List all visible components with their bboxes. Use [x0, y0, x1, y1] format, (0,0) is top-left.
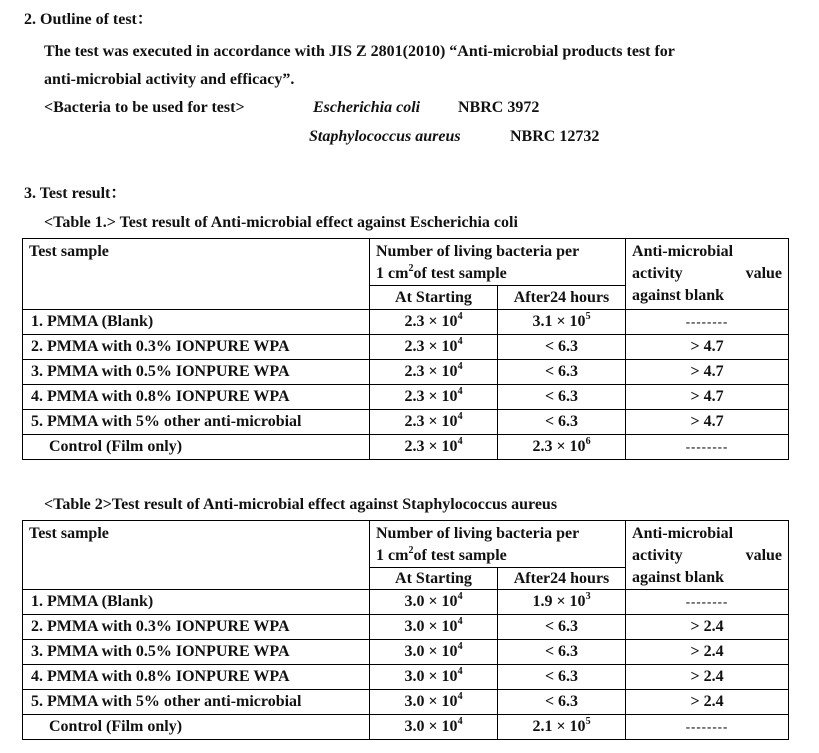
table-row [23, 690, 789, 715]
outline-text-line1: The test was executed in accordance with JIS Z 2801(2010) “Anti-microbial products test for [44, 43, 675, 60]
cell-sample: 5. PMMA with 5% other anti-microbial [23, 410, 370, 435]
header-living-bacteria: Number of living bacteria per 1 $cm^2of$ test sample [370, 521, 626, 568]
cell-activity-value: > 4.7 [626, 360, 789, 385]
cell-after-24-hours: < 6.3 [498, 665, 626, 690]
table2 [22, 520, 789, 740]
cell-after-24-hours: < 6.3 [498, 640, 626, 665]
cell-after-24-hours: < 6.3 [498, 360, 626, 385]
table-row [23, 590, 789, 615]
cell-activity-value: -------- [626, 435, 789, 460]
cell-at-starting: $3.0 \times 10^4$ [370, 715, 498, 740]
header-activity-value: Anti-microbial activity value against blank [626, 521, 789, 590]
cell-activity-value: > 2.4 [626, 640, 789, 665]
table2-caption: <Table 2>Test result of Anti-microbial effect against Staphylococcus aureus [44, 496, 558, 513]
bacteria-label: <Bacteria to be used for test> [44, 99, 245, 116]
cell-at-starting: $2.3 \times 10^4$ [370, 310, 498, 335]
cell-activity-value: > 2.4 [626, 665, 789, 690]
cell-at-starting: $3.0 \times 10^4$ [370, 615, 498, 640]
cell-activity-value: > 4.7 [626, 410, 789, 435]
header-after-24-hours: After24 hours [498, 568, 626, 590]
table1 [22, 238, 789, 460]
cell-activity-value: > 4.7 [626, 385, 789, 410]
outline-heading: 2. Outline of test： [24, 11, 153, 28]
table-row [23, 715, 789, 740]
cell-after-24-hours: < 6.3 [498, 410, 626, 435]
header-living-bacteria: Number of living bacteria per 1 $cm^2of$ test sample [370, 239, 626, 286]
cell-sample: 1. PMMA (Blank) [23, 590, 370, 615]
cell-sample: 5. PMMA with 5% other anti-microbial [23, 690, 370, 715]
cell-sample: 4. PMMA with 0.8% IONPURE WPA [23, 665, 370, 690]
cell-at-starting: $2.3 \times 10^4$ [370, 360, 498, 385]
table1-caption: <Table 1.> Test result of Anti-microbial effect against Escherichia coli [44, 214, 518, 231]
table-row [23, 335, 789, 360]
cell-at-starting: $3.0 \times 10^4$ [370, 590, 498, 615]
cell-at-starting: $2.3 \times 10^4$ [370, 385, 498, 410]
cell-at-starting: $3.0 \times 10^4$ [370, 690, 498, 715]
bacteria-name-1: Escherichia coli [313, 99, 421, 116]
header-at-starting: At Starting [370, 286, 498, 310]
cell-activity-value: > 2.4 [626, 615, 789, 640]
bacteria-name-2: Staphylococcus aureus [309, 128, 461, 145]
header-test-sample: Test sample [23, 239, 370, 310]
table-row [23, 410, 789, 435]
cell-activity-value: > 4.7 [626, 335, 789, 360]
cell-sample: 3. PMMA with 0.5% IONPURE WPA [23, 360, 370, 385]
outline-text-line2: anti-microbial activity and efficacy”. [44, 71, 295, 88]
cell-sample: Control (Film only) [23, 715, 370, 740]
header-activity-value: Anti-microbial activity value against blank [626, 239, 789, 310]
cell-at-starting: $2.3 \times 10^4$ [370, 335, 498, 360]
cell-sample: Control (Film only) [23, 435, 370, 460]
table-row [23, 385, 789, 410]
cell-after-24-hours: $2.3 \times 10^6$ [498, 435, 626, 460]
cell-activity-value: > 2.4 [626, 690, 789, 715]
table-row [23, 640, 789, 665]
table-row [23, 615, 789, 640]
bacteria-strain-2: NBRC 12732 [510, 128, 600, 145]
cell-after-24-hours: $3.1 \times 10^5$ [498, 310, 626, 335]
table-row [23, 310, 789, 335]
cell-sample: 2. PMMA with 0.3% IONPURE WPA [23, 615, 370, 640]
cell-after-24-hours: < 6.3 [498, 335, 626, 360]
cell-after-24-hours: < 6.3 [498, 615, 626, 640]
table-row [23, 360, 789, 385]
header-test-sample: Test sample [23, 521, 370, 590]
header-after-24-hours: After24 hours [498, 286, 626, 310]
table-row [23, 435, 789, 460]
cell-after-24-hours: < 6.3 [498, 690, 626, 715]
cell-at-starting: $2.3 \times 10^4$ [370, 435, 498, 460]
cell-sample: 2. PMMA with 0.3% IONPURE WPA [23, 335, 370, 360]
cell-after-24-hours: $1.9 \times 10^3$ [498, 590, 626, 615]
cell-at-starting: $2.3 \times 10^4$ [370, 410, 498, 435]
cell-activity-value: -------- [626, 310, 789, 335]
result-heading: 3. Test result： [24, 185, 127, 202]
cell-activity-value: -------- [626, 590, 789, 615]
cell-at-starting: $3.0 \times 10^4$ [370, 665, 498, 690]
cell-activity-value: -------- [626, 715, 789, 740]
cell-at-starting: $3.0 \times 10^4$ [370, 640, 498, 665]
cell-sample: 1. PMMA (Blank) [23, 310, 370, 335]
cell-sample: 4. PMMA with 0.8% IONPURE WPA [23, 385, 370, 410]
header-at-starting: At Starting [370, 568, 498, 590]
cell-after-24-hours: < 6.3 [498, 385, 626, 410]
bacteria-strain-1: NBRC 3972 [458, 99, 540, 116]
cell-sample: 3. PMMA with 0.5% IONPURE WPA [23, 640, 370, 665]
table-row [23, 665, 789, 690]
cell-after-24-hours: $2.1 \times 10^5$ [498, 715, 626, 740]
